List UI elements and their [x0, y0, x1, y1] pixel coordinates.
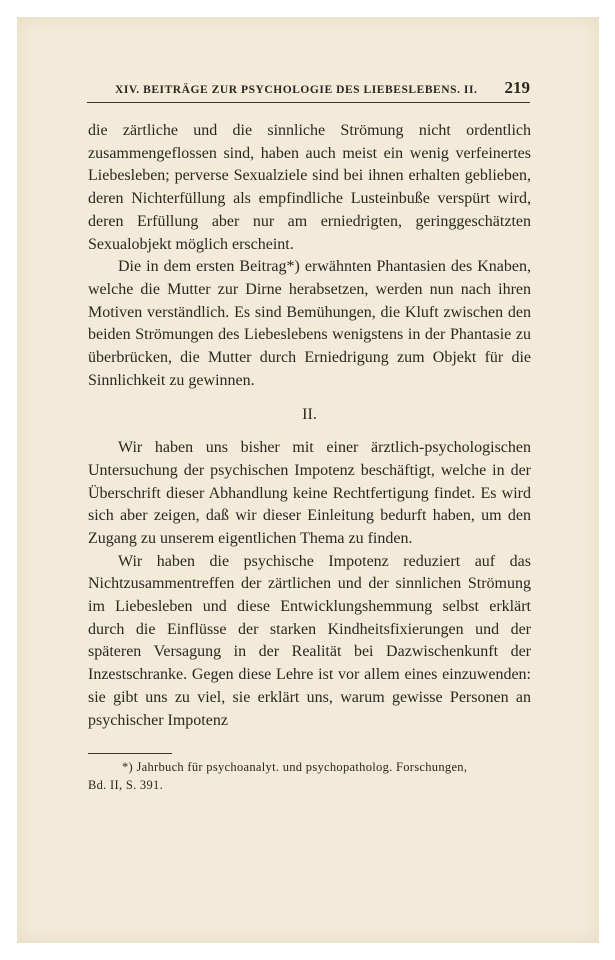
- header-rule: [87, 102, 530, 103]
- paragraph: Wir haben die psychische Impotenz reduziert auf das Nichtzusammentreffen der zärtlichen und der sinnlichen Strömung im Liebesleben und diese Entwicklungshemmung selbst erklärt durch die Einflüsse der starken Kindheitsfixierungen und der späteren Versagung in der Realität bei Dazwischenkunft der Inzestschranke. Gegen diese Lehre ist vor allem eines einzuwenden: sie gibt uns zu viel, sie erklärt uns, warum gewisse Personen an psychischer Impotenz: [88, 552, 531, 729]
- section-heading: II.: [302, 406, 317, 424]
- body-text: [88, 120, 531, 732]
- paragraph: die zärtliche und die sinnliche Strömung nicht ordentlich zusammengeflossen sind, haben auch meist ein wenig verfeinertes Liebesleben; perverse Sexualziele sind bei ihnen erhalten geblieben, deren Nichterfüllung als empfindliche Lusteinbuße verspürt wird, deren Erfüllung aber nur am erniedrigten, geringgeschätzten Sexualobjekt möglich erscheint.: [88, 122, 531, 253]
- footnote-rule: [88, 753, 172, 754]
- paragraph: Die in dem ersten Beitrag*) erwähnten Phantasien des Knaben, welche die Mutter zur Dirne herabsetzen, werden nun nach ihren Motiven verständlich. Es sind Bemühungen, die Kluft zwischen den beiden Strömungen des Liebeslebens wenigstens in der Phantasie zu überbrücken, die Mutter durch Erniedrigung zum Objekt für die Sinnlichkeit zu gewinnen.: [88, 258, 531, 389]
- page-number: 219: [504, 78, 530, 97]
- paragraph: Wir haben uns bisher mit einer ärztlich-psychologischen Untersuchung der psychischen Impotenz beschäftigt, welche in der Überschrift dieser Abhandlung keine Rechtfertigung findet. Es wird sich aber zeigen, daß wir dieser Einleitung bedurft haben, um den Zugang zu unserem eigentlichen Thema zu finden.: [88, 439, 531, 547]
- footnote: [88, 758, 531, 794]
- book-page: [17, 17, 599, 943]
- footnote-line: Bd. II, S. 391.: [88, 778, 163, 792]
- running-title: XIV. BEITRÄGE ZUR PSYCHOLOGIE DES LIEBESLEBENS. II.: [115, 84, 478, 96]
- footnote-line: *) Jahrbuch für psychoanalyt. und psychopatholog. Forschungen,: [122, 760, 468, 774]
- running-header: [115, 78, 530, 100]
